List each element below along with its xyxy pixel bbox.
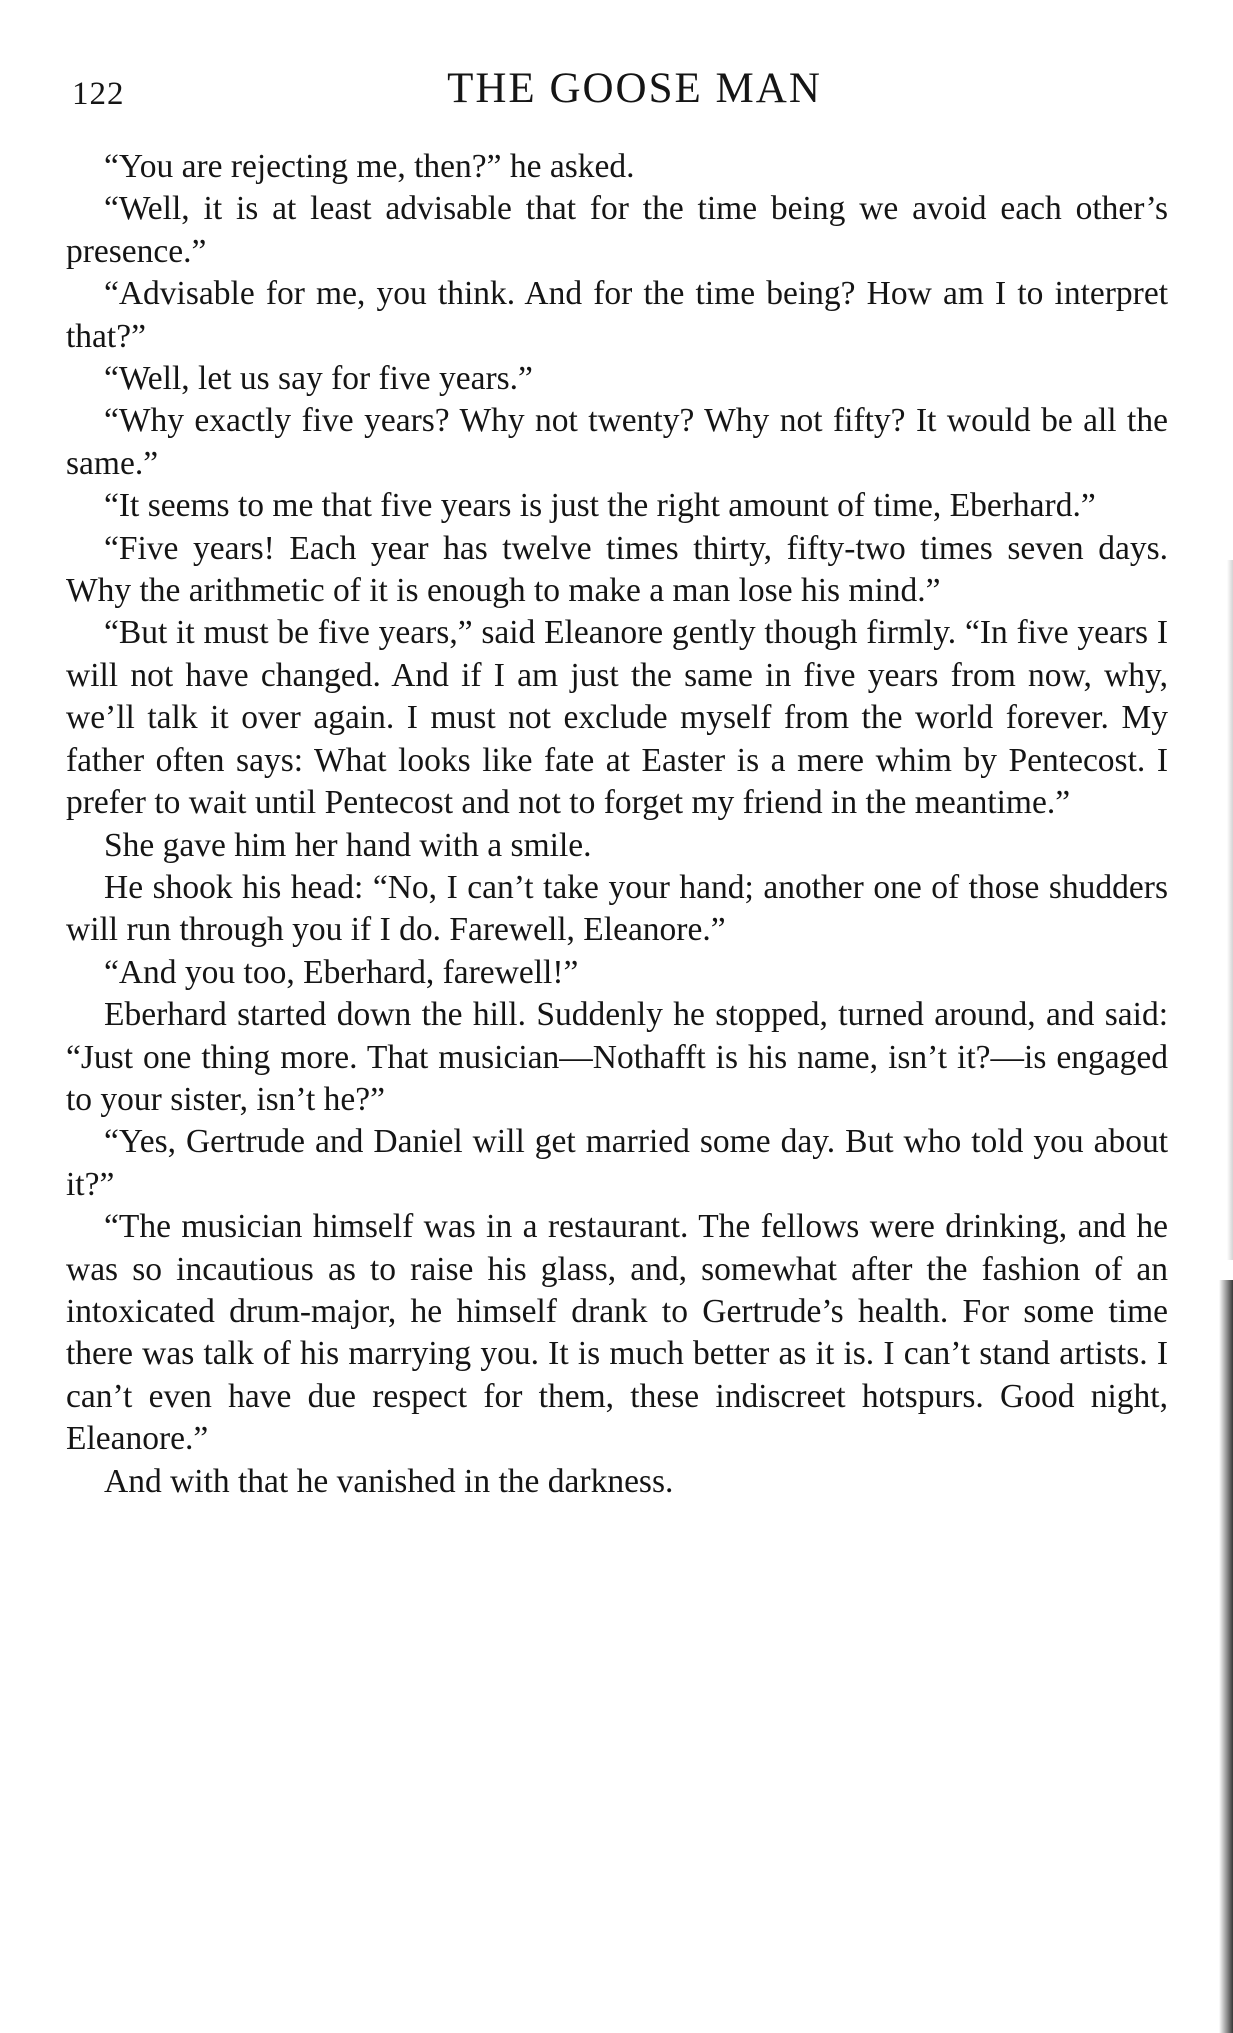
paragraph: “Five years! Each year has twelve times thirty, fifty-two times seven days. Why the arithmetic of it is enough to make a man lose his mind.”	[66, 529, 1168, 610]
paragraph: Eberhard started down the hill. Suddenly he stopped, turned around, and said: “Just one thing more. That musician—Nothafft is his name, isn’t it?—is engaged to your sister, isn’t he?”	[66, 996, 1168, 1118]
paragraph: “The musician himself was in a restaurant. The fellows were drinking, and he was so incautious as to raise his glass, and, somewhat after the fashion of an intoxicated drum-major, he himself drank to Gertrude’s health. For some time there was talk of his marrying you. It is much better as it is. I can’t stand artists. I can’t even have due respect for them, these indiscreet hotspurs. Good night, Eleanore.”	[66, 1208, 1168, 1458]
page-number: 122	[72, 76, 125, 112]
paragraph: “Well, let us say for five years.”	[104, 360, 533, 398]
body-text	[66, 146, 1168, 1503]
page-edge-shadow	[1219, 1280, 1233, 2033]
paragraph: “Yes, Gertrude and Daniel will get married some day. But who told you about it?”	[66, 1123, 1168, 1203]
paragraph: “Well, it is at least advisable that for the time being we avoid each other’s presence.”	[66, 190, 1168, 270]
paragraph: And with that he vanished in the darkness.	[104, 1462, 674, 1500]
running-head	[72, 64, 1167, 124]
paragraph: “And you too, Eberhard, farewell!”	[104, 953, 579, 991]
paragraph: “But it must be five years,” said Eleanore gently though firmly. “In five years I will not have changed. And if I am just the same in five years from now, why, we’ll talk it over again. I must not exclude myself from the world forever. My father often says: What looks like fate at Easter is a mere whim by Pentecost. I prefer to wait until Pentecost and not to forget my friend in the meantime.”	[66, 614, 1168, 822]
paragraph: “It seems to me that five years is just the right amount of time, Eberhard.”	[104, 487, 1096, 525]
book-title: THE GOOSE MAN	[447, 65, 822, 112]
paragraph: She gave him her hand with a smile.	[104, 826, 592, 864]
paragraph: “Why exactly five years? Why not twenty? Why not fifty? It would be all the same.”	[66, 402, 1168, 482]
paragraph: “You are rejecting me, then?” he asked.	[104, 148, 635, 185]
paragraph: He shook his head: “No, I can’t take your hand; another one of those shudders will run through you if I do. Farewell, Eleanore.”	[66, 868, 1168, 949]
paragraph: “Advisable for me, you think. And for the time being? How am I to interpret that?”	[66, 275, 1168, 355]
page-edge-shadow	[1227, 560, 1233, 1260]
